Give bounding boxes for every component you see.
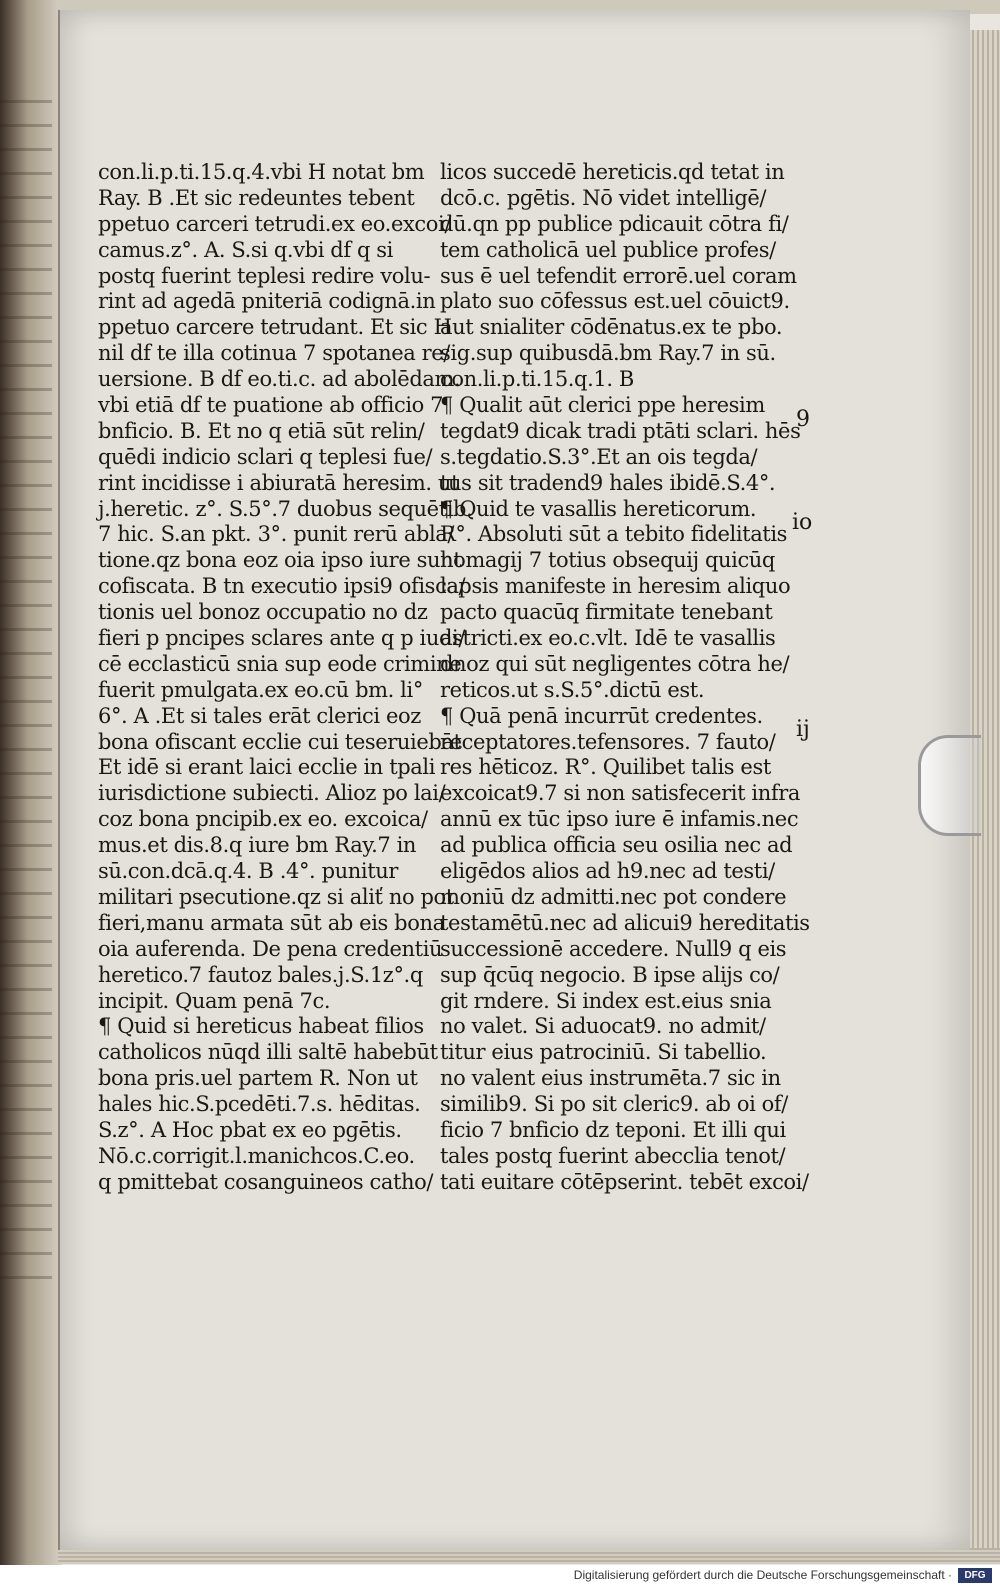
text-line: coz bona pncipib.ex eo. excoica/ — [98, 807, 428, 832]
text-line: similib9. Si po sit cleric9. ab oi of/ — [440, 1092, 788, 1117]
text-line: vbi etiā df te puatione ab officio 7 — [98, 393, 444, 418]
text-line: Et idē si erant laici ecclie in tpali — [98, 755, 436, 780]
text-line: mus.et dis.8.q iure bm Ray.7 in — [98, 833, 417, 858]
text-line: titur eius patrociniū. Si tabellio. — [440, 1040, 767, 1065]
text-line: ¶ Quid si hereticus habeat filios — [98, 1014, 424, 1039]
text-line: sup q̄cūq negocio. B ipse alijs co/ — [440, 962, 780, 987]
text-line: tionis uel bonoz occupatio no dz — [98, 600, 428, 625]
text-line: ¶ Quā penā incurrūt credentes. — [440, 703, 763, 728]
text-line: militari psecutione.qz si aliť no pot — [98, 884, 454, 909]
text-line: tem catholicā uel publice profes/ — [440, 237, 776, 262]
text-line: moniū dz admitti.nec pot condere — [440, 884, 787, 909]
text-line: cofiscata. B tn executio ipsi9 ofisca/ — [98, 574, 466, 599]
text-column-right — [440, 160, 810, 1196]
text-line: oia auferenda. De pena credentiū — [98, 936, 443, 961]
text-line: eligēdos alios ad h9.nec ad testi/ — [440, 859, 775, 884]
text-line: ¶ Quid te vasallis hereticorum. — [440, 496, 757, 521]
margin-number: io — [792, 510, 813, 535]
text-line: 7 hic. S.an pkt. 3°. punit rerū abla/ — [98, 522, 455, 547]
text-line: testamētū.nec ad alicui9 hereditatis — [440, 910, 810, 935]
text-line: 6°. A .Et si tales erāt clerici eoz — [98, 703, 421, 728]
text-line: tegdat9 dicak tradi ptāti sclari. hēs — [440, 418, 801, 443]
text-line: s.tegdatio.S.3°.Et an ois tegda/ — [440, 444, 758, 469]
text-line: tus sit tradend9 hales ibidē.S.4°. — [440, 470, 776, 495]
text-line: postq fuerint teplesi redire volu- — [98, 263, 431, 288]
footer-bar — [0, 1565, 1000, 1587]
text-line: heretico.7 fautoz bales.j.S.1z°.q — [98, 962, 423, 987]
text-line: res hēticoz. R°. Quilibet talis est — [440, 755, 771, 780]
text-line: astricti.ex eo.c.vlt. Idē te vasallis — [440, 626, 776, 651]
text-line: sū.con.dcā.q.4. B .4°. punitur — [98, 859, 399, 884]
text-line: q pmittebat cosanguineos catho/ — [98, 1169, 434, 1194]
margin-number: 9 — [796, 407, 810, 432]
text-line: plato suo cōfessus est.uel cōuict9. — [440, 289, 790, 314]
text-line: rint ad agedā pniteriā codignā.in — [98, 289, 436, 314]
text-line: receptatores.tefensores. 7 fauto/ — [440, 729, 776, 754]
text-line: sig.sup quibusdā.bm Ray.7 in sū. — [440, 341, 776, 366]
text-line: licos succedē hereticis.qd tetat in — [440, 160, 785, 184]
text-line: con.li.p.ti.15.q.4.vbi H notat bm — [98, 160, 425, 184]
text-line: dnoz qui sūt negligentes cōtra he/ — [440, 651, 790, 676]
text-line: homagij 7 totius obsequij quicūq — [440, 548, 775, 573]
text-line: ad publica officia seu osilia nec ad — [440, 833, 793, 858]
text-line: ppetuo carceri tetrudi.ex eo.excoi/ — [98, 211, 452, 236]
text-line: camus.z°. A. S.si q.vbi df q si — [98, 237, 394, 262]
text-line: tione.qz bona eoz oia ipso iure sunt — [98, 548, 462, 573]
text-line: nil df te illa cotinua 7 spotanea re/ — [98, 341, 450, 366]
funding-credit: Digitalisierung gefördert durch die Deutsche Forschungsgemeinschaft · — [573, 1568, 952, 1582]
text-line: iurisdictione subiecti. Alioz po lai/ — [98, 781, 446, 806]
text-column-left — [98, 160, 473, 1196]
text-line: no valent eius instrumēta.7 sic in — [440, 1066, 781, 1091]
text-line: ¶ Qualit aūt clerici ppe heresim — [440, 393, 765, 418]
text-line: dcō.c. pgētis. Nō videt intelligē/ — [440, 185, 767, 210]
text-line: Nō.c.corrigit.l.manichcos.C.eo. — [98, 1143, 415, 1168]
text-line: excoicat9.7 si non satisfecerit infra — [440, 781, 800, 806]
text-line: Ray. B .Et sic redeuntes tebent — [98, 185, 415, 210]
text-line: successionē accedere. Null9 q eis — [440, 936, 787, 961]
text-line: tati euitare cōtēpserint. tebēt excoi/ — [440, 1169, 809, 1194]
text-line: uersione. B df eo.ti.c. ad abolēdam. — [98, 367, 461, 392]
text-line: cē ecclasticū snia sup eode crimine — [98, 651, 462, 676]
facing-page-edge — [0, 0, 62, 1587]
page-clip — [918, 735, 981, 836]
text-line: git rndere. Si index est.eius snia — [440, 988, 772, 1013]
text-line: R°. Absoluti sūt a tebito fidelitatis — [440, 522, 788, 547]
text-line: reticos.ut s.S.5°.dictū est. — [440, 677, 705, 702]
dfg-logo: DFG — [958, 1568, 992, 1583]
text-line: fuerit pmulgata.ex eo.cū bm. li° — [98, 677, 423, 702]
text-line: pacto quacūq firmitate tenebant — [440, 600, 773, 625]
text-line: hales hic.S.pcedēti.7.s. hēditas. — [98, 1092, 421, 1117]
text-line: bona pris.uel partem R. Non ut — [98, 1066, 418, 1091]
text-line: ficio 7 bnficio dz teponi. Et illi qui — [440, 1117, 786, 1142]
text-line: con.li.p.ti.15.q.1. B — [440, 367, 634, 392]
text-line: catholicos nūqd illi saltē habebūt — [98, 1040, 438, 1065]
margin-number: ij — [796, 717, 810, 742]
text-line: fieri,manu armata sūt ab eis bona — [98, 910, 445, 935]
text-line: quēdi indicio sclari q teplesi fue/ — [98, 444, 433, 469]
text-line: S.z°. A Hoc pbat ex eo pgētis. — [98, 1117, 402, 1142]
text-line: incipit. Quam penā 7c. — [98, 988, 331, 1013]
book-bottom-edge — [58, 1548, 1000, 1564]
text-line: aut snialiter cōdēnatus.ex te pbo. — [440, 315, 783, 340]
text-line: j.heretic. z°. S.5°.7 duobus sequētib. — [98, 496, 473, 521]
text-line: dū.qn pp publice pdicauit cōtra fi/ — [440, 211, 789, 236]
text-line: lapsis manifeste in heresim aliquo — [440, 574, 791, 599]
text-line: no valet. Si aduocat9. no admit/ — [440, 1014, 766, 1039]
text-line: ppetuo carcere tetrudant. Et sic H — [98, 315, 452, 340]
text-line: bona ofiscant ecclie cui teseruiebāt — [98, 729, 462, 754]
text-line: rint incidisse i abiuratā heresim. ut — [98, 470, 460, 495]
facing-page-text-fringe — [0, 100, 52, 1290]
text-line: bnficio. B. Et no q etiā sūt relin/ — [98, 418, 425, 443]
text-line: sus ē uel tefendit errorē.uel coram — [440, 263, 797, 288]
text-line: tales postq fuerint abecclia tenot/ — [440, 1143, 786, 1168]
text-line: fieri p pncipes sclares ante q p iudi/ — [98, 626, 466, 651]
text-line: annū ex tūc ipso iure ē infamis.nec — [440, 807, 799, 832]
